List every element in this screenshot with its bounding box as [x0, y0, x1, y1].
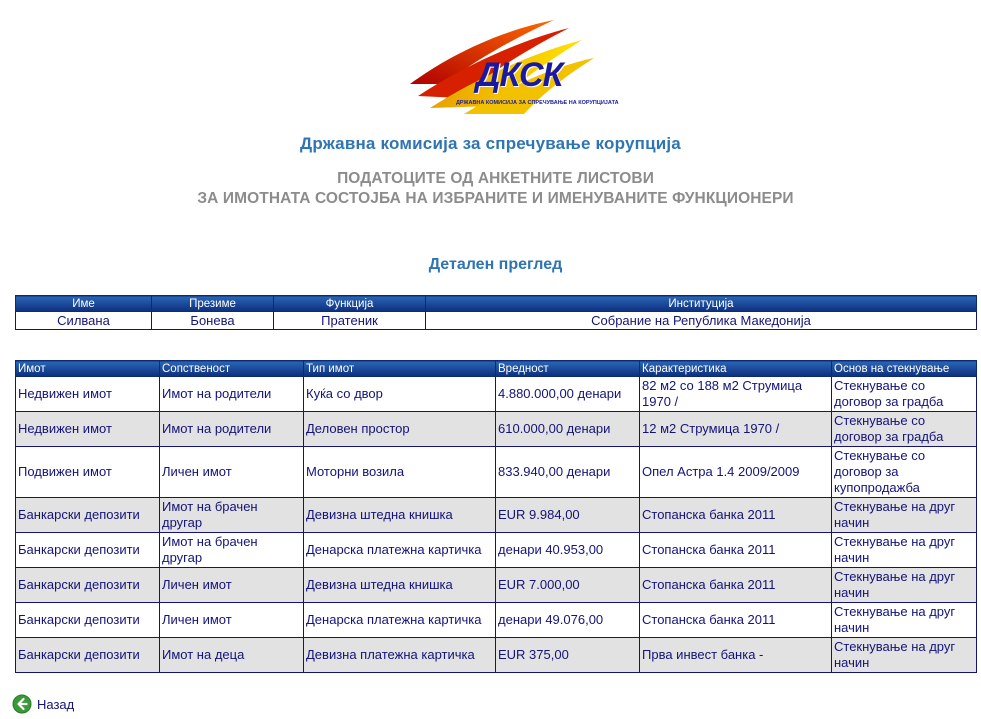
cell-value: денари 49.076,00 [496, 603, 640, 638]
person-table-header [16, 296, 977, 312]
column-header-asset-type: Тип имот [304, 361, 496, 377]
cell-asset: Недвижен имот [16, 377, 160, 412]
cell-characteristic: 82 м2 со 188 м2 Струмица 1970 / [640, 377, 832, 412]
section-title: Детален преглед [428, 256, 563, 273]
cell-value: EUR 9.984,00 [496, 498, 640, 533]
person-table [15, 295, 977, 330]
table-row [16, 638, 977, 673]
cell-ownership: Имот на брачен другар [160, 498, 304, 533]
cell-asset-type: Деловен простор [304, 412, 496, 447]
back-link-label[interactable]: Назад [37, 696, 75, 712]
table-row [16, 447, 977, 498]
cell-asset-type: Куќа со двор [304, 377, 496, 412]
cell-asset: Банкарски депозити [16, 498, 160, 533]
cell-acquisition: Стекнување на друг начин [832, 638, 977, 673]
cell-ownership: Имот на родители [160, 377, 304, 412]
cell-acquisition: Стекнување на друг начин [832, 568, 977, 603]
cell-acquisition: Стекнување со договор за градба [832, 412, 977, 447]
logo-tagline: ДРЖАВНА КОМИСИЈА ЗА СПРЕЧУВАЊЕ НА КОРУПЦИЈАТА [456, 100, 619, 106]
assets-table-header [16, 361, 977, 377]
cell-asset-type: Денарска платежна картичка [304, 603, 496, 638]
table-row [16, 312, 977, 330]
table-row [16, 533, 977, 568]
cell-asset: Подвижен имот [16, 447, 160, 498]
cell-ownership: Имот на брачен другар [160, 533, 304, 568]
cell-value: 610.000,00 денари [496, 412, 640, 447]
cell-value: EUR 375,00 [496, 638, 640, 673]
dksk-logo [404, 14, 619, 118]
cell-acquisition: Стекнување на друг начин [832, 603, 977, 638]
cell-value: 833.940,00 денари [496, 447, 640, 498]
column-header-asset: Имот [16, 361, 160, 377]
cell-asset: Недвижен имот [16, 412, 160, 447]
column-header-institution: Институција [426, 296, 977, 312]
column-header-function: Функција [274, 296, 426, 312]
column-header-acquisition: Основ на стекнување [832, 361, 977, 377]
cell-ownership: Имот на родители [160, 412, 304, 447]
cell-characteristic: 12 м2 Струмица 1970 / [640, 412, 832, 447]
person-institution: Собрание на Република Македонија [426, 312, 977, 330]
cell-ownership: Личен имот [160, 447, 304, 498]
column-header-value: Вредност [496, 361, 640, 377]
cell-value: EUR 7.000,00 [496, 568, 640, 603]
cell-characteristic: Опел Астра 1.4 2009/2009 [640, 447, 832, 498]
table-row [16, 498, 977, 533]
org-title: Државна комисија за спречување корупција [300, 134, 681, 153]
column-header-surname: Презиме [152, 296, 274, 312]
person-name: Силвана [16, 312, 152, 330]
table-row [16, 603, 977, 638]
table-row [16, 412, 977, 447]
column-header-name: Име [16, 296, 152, 312]
column-header-characteristic: Карактеристика [640, 361, 832, 377]
cell-asset: Банкарски депозити [16, 638, 160, 673]
cell-asset-type: Денарска платежна картичка [304, 533, 496, 568]
cell-ownership: Личен имот [160, 603, 304, 638]
cell-acquisition: Стекнување на друг начин [832, 533, 977, 568]
table-row [16, 568, 977, 603]
cell-asset-type: Моторни возила [304, 447, 496, 498]
person-function: Пратеник [274, 312, 426, 330]
person-surname: Бонева [152, 312, 274, 330]
cell-asset-type: Девизна штедна книшка [304, 498, 496, 533]
back-link[interactable] [12, 694, 74, 714]
cell-asset-type: Девизна штедна книшка [304, 568, 496, 603]
back-arrow-icon[interactable] [12, 694, 32, 714]
cell-acquisition: Стекнување со договор за градба [832, 377, 977, 412]
column-header-ownership: Сопственост [160, 361, 304, 377]
cell-characteristic: Стопанска банка 2011 [640, 568, 832, 603]
cell-acquisition: Стекнување на друг начин [832, 498, 977, 533]
cell-asset: Банкарски депозити [16, 603, 160, 638]
subtitle-line-1: ПОДАТОЦИТЕ ОД АНКЕТНИТЕ ЛИСТОВИ [337, 170, 654, 187]
cell-asset-type: Девизна платежна картичка [304, 638, 496, 673]
cell-ownership: Личен имот [160, 568, 304, 603]
cell-characteristic: Стопанска банка 2011 [640, 498, 832, 533]
cell-asset: Банкарски депозити [16, 568, 160, 603]
subtitle-line-2: ЗА ИМОТНАТА СОСТОЈБА НА ИЗБРАНИТЕ И ИМЕНУВАНИТЕ ФУНКЦИОНЕРИ [197, 190, 794, 207]
cell-characteristic: Стопанска банка 2011 [640, 603, 832, 638]
cell-characteristic: Стопанска банка 2011 [640, 533, 832, 568]
assets-table [15, 360, 977, 673]
logo-text: ДКСК [476, 56, 563, 94]
cell-ownership: Имот на деца [160, 638, 304, 673]
table-row [16, 377, 977, 412]
cell-acquisition: Стекнување со договор за купопродажба [832, 447, 977, 498]
cell-value: денари 40.953,00 [496, 533, 640, 568]
cell-asset: Банкарски депозити [16, 533, 160, 568]
cell-characteristic: Прва инвест банка - [640, 638, 832, 673]
cell-value: 4.880.000,00 денари [496, 377, 640, 412]
